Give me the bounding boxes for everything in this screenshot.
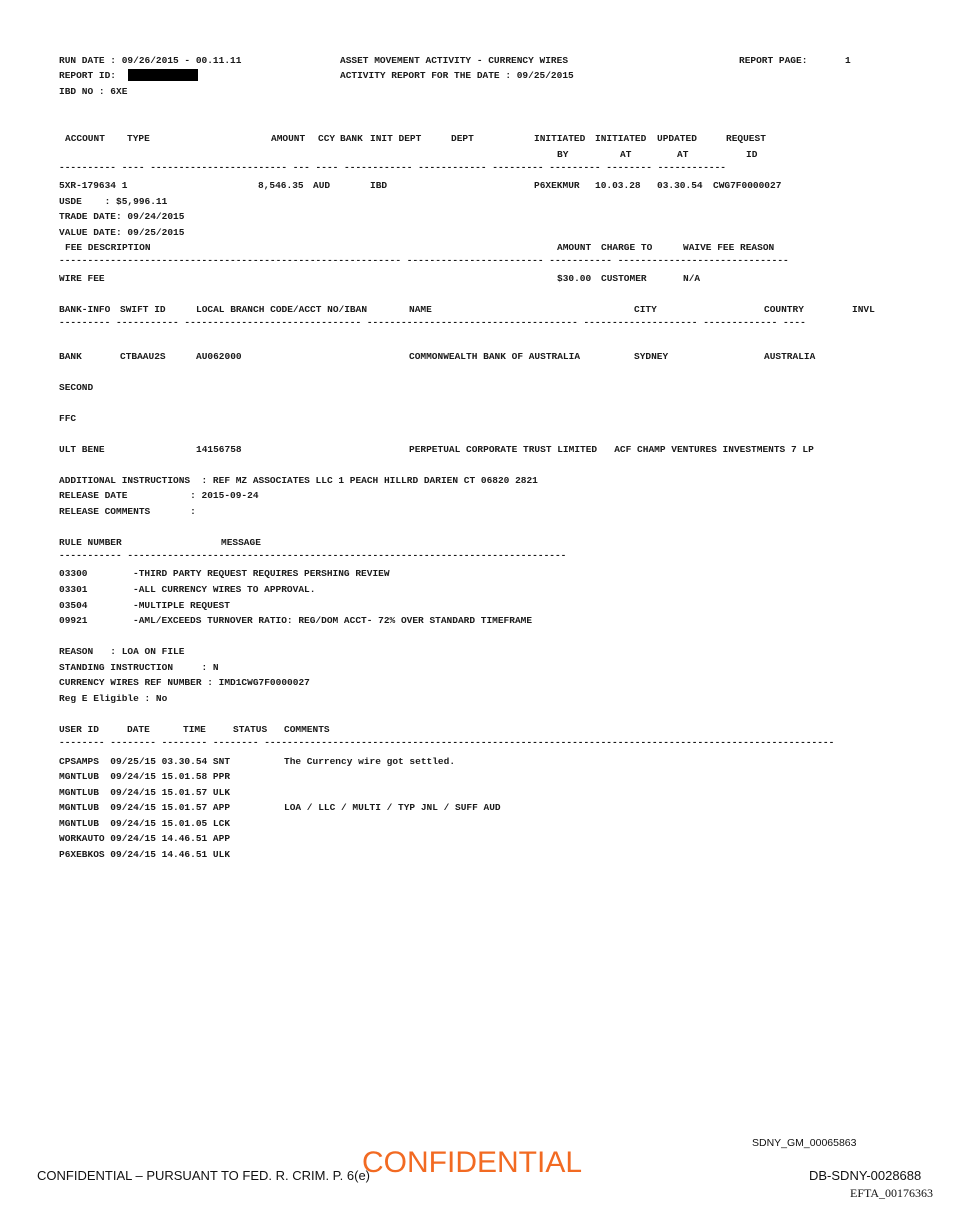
rule-message: -MULTIPLE REQUEST: [133, 600, 230, 611]
rule-message-header: MESSAGE: [221, 537, 261, 548]
history-user-header: USER ID: [59, 724, 99, 735]
report-page-label: REPORT PAGE:: [739, 55, 808, 66]
account-number: 5XR-179634 1: [59, 180, 128, 191]
fee-charge-header: CHARGE TO: [601, 242, 653, 253]
amount-value: 8,546.35: [258, 180, 304, 191]
column-separator: ---------- ---- ------------------------ --- ---- ------------ ------------ --------- --------- -------- ------------: [59, 165, 727, 171]
history-comments-header: COMMENTS: [284, 724, 330, 735]
history-date-header: DATE: [127, 724, 150, 735]
rule-number: 03504: [59, 600, 88, 611]
col-account: ACCOUNT: [65, 133, 105, 144]
rule-message: -ALL CURRENCY WIRES TO APPROVAL.: [133, 584, 316, 595]
col-initiated-at: INITIATED: [595, 133, 647, 144]
fee-desc-header: FEE DESCRIPTION: [65, 242, 151, 253]
history-row: P6XEBKOS 09/24/15 14.46.51 ULK: [59, 849, 231, 860]
rule-message: -AML/EXCEEDS TURNOVER RATIO: REG/DOM ACCT- 72% OVER STANDARD TIMEFRAME: [133, 615, 533, 626]
rule-number-header: RULE NUMBER: [59, 537, 122, 548]
history-row: MGNTLUB 09/24/15 15.01.58 PPR: [59, 771, 231, 782]
value-date: VALUE DATE: 09/25/2015: [59, 227, 185, 238]
col-at-2: AT: [677, 149, 689, 160]
col-dept: DEPT: [451, 133, 474, 144]
bank-name: COMMONWEALTH BANK OF AUSTRALIA: [409, 351, 581, 362]
reason: REASON : LOA ON FILE: [59, 646, 185, 657]
ffc-label: FFC: [59, 413, 77, 424]
trade-date: TRADE DATE: 09/24/2015: [59, 211, 185, 222]
report-page-value: 1: [845, 55, 851, 66]
col-init-dept: INIT DEPT: [370, 133, 422, 144]
release-comments: RELEASE COMMENTS :: [59, 506, 196, 517]
history-row: MGNTLUB 09/24/15 15.01.05 LCK: [59, 818, 231, 829]
name-header: NAME: [409, 304, 432, 315]
history-comment: LOA / LLC / MULTI / TYP JNL / SUFF AUD: [284, 802, 501, 813]
fee-desc: WIRE FEE: [59, 273, 105, 284]
swift-header: SWIFT ID: [120, 304, 166, 315]
col-amount: AMOUNT: [271, 133, 306, 144]
initiated-by-value: P6XEKMUR: [534, 180, 580, 191]
rule-number: 09921: [59, 615, 88, 626]
bank-info-separator: --------- ----------- ------------------------------- ------------------------------------- -------------------- ------------- ----: [59, 320, 806, 326]
reg-e-eligible: Reg E Eligible : No: [59, 693, 168, 704]
history-row: MGNTLUB 09/24/15 15.01.57 ULK: [59, 787, 231, 798]
col-ccy: CCY: [318, 133, 336, 144]
rule-number: 03300: [59, 568, 88, 579]
updated-at-value: 03.30.54: [657, 180, 703, 191]
country-header: COUNTRY: [764, 304, 804, 315]
col-by: BY: [557, 149, 569, 160]
city-header: CITY: [634, 304, 657, 315]
ult-bene-name: PERPETUAL CORPORATE TRUST LIMITED ACF CHAMP VENTURES INVESTMENTS 7 LP: [409, 444, 814, 455]
invl-header: INVL: [852, 304, 875, 315]
fee-waive: N/A: [683, 273, 701, 284]
bank-info-header: BANK-INFO: [59, 304, 111, 315]
rule-number: 03301: [59, 584, 88, 595]
standing-instruction: STANDING INSTRUCTION : N: [59, 662, 219, 673]
col-id: ID: [746, 149, 758, 160]
run-date: RUN DATE : 09/26/2015 - 00.11.11: [59, 55, 242, 66]
release-date: RELEASE DATE : 2015-09-24: [59, 490, 259, 501]
ult-bene-label: ULT BENE: [59, 444, 105, 455]
confidential-stamp: CONFIDENTIAL: [362, 1146, 583, 1179]
report-title: ASSET MOVEMENT ACTIVITY - CURRENCY WIRES: [340, 55, 569, 66]
report-id-label: REPORT ID:: [59, 70, 117, 81]
confidential-notice: CONFIDENTIAL – PURSUANT TO FED. R. CRIM. P. 6(e): [37, 1168, 371, 1183]
db-number: DB-SDNY-0028688: [809, 1168, 922, 1183]
currency-wires-ref: CURRENCY WIRES REF NUMBER : IMD1CWG7F0000027: [59, 677, 310, 688]
local-branch-header: LOCAL BRANCH CODE/ACCT NO/IBAN: [196, 304, 368, 315]
fee-amount: $30.00: [557, 273, 592, 284]
bank-country: AUSTRALIA: [764, 351, 816, 362]
history-row: MGNTLUB 09/24/15 15.01.57 APP: [59, 802, 231, 813]
history-row: WORKAUTO 09/24/15 14.46.51 APP: [59, 833, 231, 844]
bank-local-code: AU062000: [196, 351, 242, 362]
history-row: CPSAMPS 09/25/15 03.30.54 SNT: [59, 756, 231, 767]
history-time-header: TIME: [183, 724, 206, 735]
ibd-no: IBD NO : 6XE: [59, 86, 128, 97]
ult-bene-local: 14156758: [196, 444, 242, 455]
history-comment: The Currency wire got settled.: [284, 756, 456, 767]
col-type: TYPE: [127, 133, 150, 144]
col-initiated-by: INITIATED: [534, 133, 586, 144]
col-bank: BANK: [340, 133, 363, 144]
history-status-header: STATUS: [233, 724, 268, 735]
additional-instructions: ADDITIONAL INSTRUCTIONS : REF MZ ASSOCIATES LLC 1 PEACH HILLRD DARIEN CT 06820 2821: [59, 475, 538, 486]
report-subtitle: ACTIVITY REPORT FOR THE DATE : 09/25/2015: [340, 70, 574, 81]
fee-charge-to: CUSTOMER: [601, 273, 647, 284]
bates-sdny: SDNY_GM_00065863: [752, 1137, 857, 1149]
bank-swift: CTBAAU2S: [120, 351, 166, 362]
redaction-box: [128, 69, 198, 81]
col-request: REQUEST: [726, 133, 766, 144]
rule-message: -THIRD PARTY REQUEST REQUIRES PERSHING REVIEW: [133, 568, 390, 579]
history-separator: -------- -------- -------- -------- ----------------------------------------------------------------------------------------------------: [59, 740, 835, 746]
currency-value: AUD: [313, 180, 331, 191]
rules-separator: ----------- -----------------------------------------------------------------------------: [59, 553, 567, 559]
fee-amount-header: AMOUNT: [557, 242, 592, 253]
second-label: SECOND: [59, 382, 94, 393]
usde-value: USDE : $5,996.11: [59, 196, 168, 207]
col-at-1: AT: [620, 149, 632, 160]
efta-number: EFTA_00176363: [850, 1186, 934, 1200]
col-updated-at: UPDATED: [657, 133, 697, 144]
bank-city: SYDNEY: [634, 351, 669, 362]
request-id-value: CWG7F0000027: [713, 180, 782, 191]
fee-waive-header: WAIVE FEE REASON: [683, 242, 775, 253]
init-dept-value: IBD: [370, 180, 388, 191]
bank-label: BANK: [59, 351, 82, 362]
initiated-at-value: 10.03.28: [595, 180, 641, 191]
fee-separator: ------------------------------------------------------------ ------------------------ ----------- ------------------------------: [59, 258, 789, 264]
